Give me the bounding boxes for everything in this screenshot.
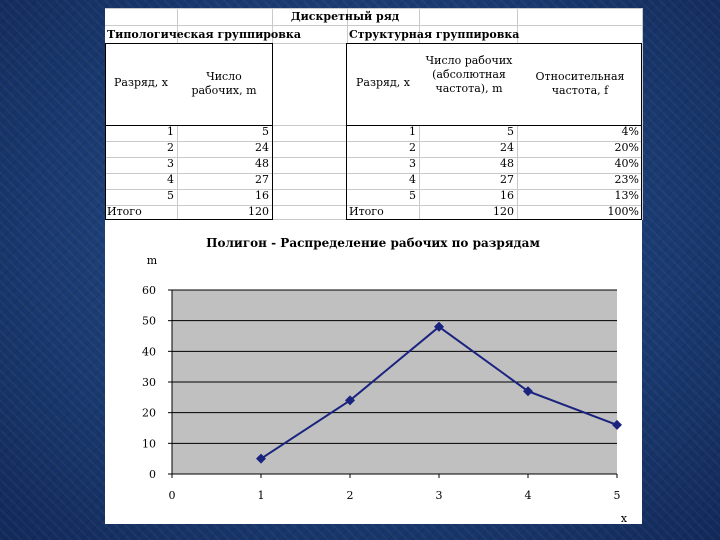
left-header-m: Число рабочих, m [191,70,257,97]
left-total-label: Итого [107,205,142,218]
sheet-title: Дискретный ряд [290,10,400,23]
y-tick-label: 20 [142,406,156,420]
right-cell-m: 48 [500,157,514,170]
x-tick-label: 0 [168,489,176,502]
left-header-x: Разряд, x [114,76,168,89]
y-tick-label: 0 [149,468,156,481]
right-cell-f: 23% [614,173,639,186]
x-tick-label: 3 [435,489,443,502]
right-header-m: Число рабочих (абсолютная частота), m [425,54,513,95]
y-tick-label: 50 [142,314,156,328]
left-cell-m: 24 [255,141,269,154]
slide [105,8,642,524]
left-cell-x: 1 [167,125,174,138]
right-cell-x: 3 [409,157,416,170]
chart-title: Полигон - Распределение рабочих по разрядам [206,236,540,250]
right-cell-m: 5 [507,125,514,138]
x-tick-label: 1 [257,489,265,502]
left-cell-m: 16 [255,189,269,202]
right-cell-m: 27 [500,173,514,186]
left-cell-m: 27 [255,173,269,186]
right-cell-m: 24 [500,141,514,154]
right-group-title: Структурная группировка [349,28,520,41]
right-total-m: 120 [493,205,514,218]
right-header-f: Относительная частота, f [535,70,625,97]
right-header-x: Разряд, x [356,76,410,89]
x-tick-label: 2 [346,489,354,502]
left-cell-x: 3 [167,157,174,170]
right-cell-m: 16 [500,189,514,202]
y-tick-label: 10 [142,437,156,451]
y-tick-label: 60 [142,284,156,297]
x-axis-label: x [620,512,628,524]
spreadsheet [105,8,642,220]
left-cell-x: 5 [167,189,174,202]
x-tick-label: 4 [524,489,532,502]
left-cell-x: 2 [167,141,174,154]
right-cell-f: 13% [614,189,639,202]
right-total-label: Итого [349,205,384,218]
chart-area [105,220,642,524]
left-group-title: Типологическая группировка [107,28,301,41]
x-tick-label: 5 [613,489,621,502]
right-cell-f: 4% [621,125,639,138]
right-cell-f: 20% [614,141,639,154]
left-cell-m: 5 [262,125,269,138]
y-axis-label: m [146,254,158,267]
right-total-f: 100% [607,205,639,218]
right-cell-x: 2 [409,141,416,154]
left-total-m: 120 [248,205,269,218]
right-cell-x: 5 [409,189,416,202]
left-cell-m: 48 [255,157,269,170]
left-cell-x: 4 [167,173,174,186]
y-tick-label: 30 [142,376,156,389]
right-cell-x: 4 [409,173,416,186]
right-cell-x: 1 [409,125,416,138]
right-cell-f: 40% [614,157,639,170]
y-tick-label: 40 [142,345,156,359]
polygon-chart [105,220,642,524]
